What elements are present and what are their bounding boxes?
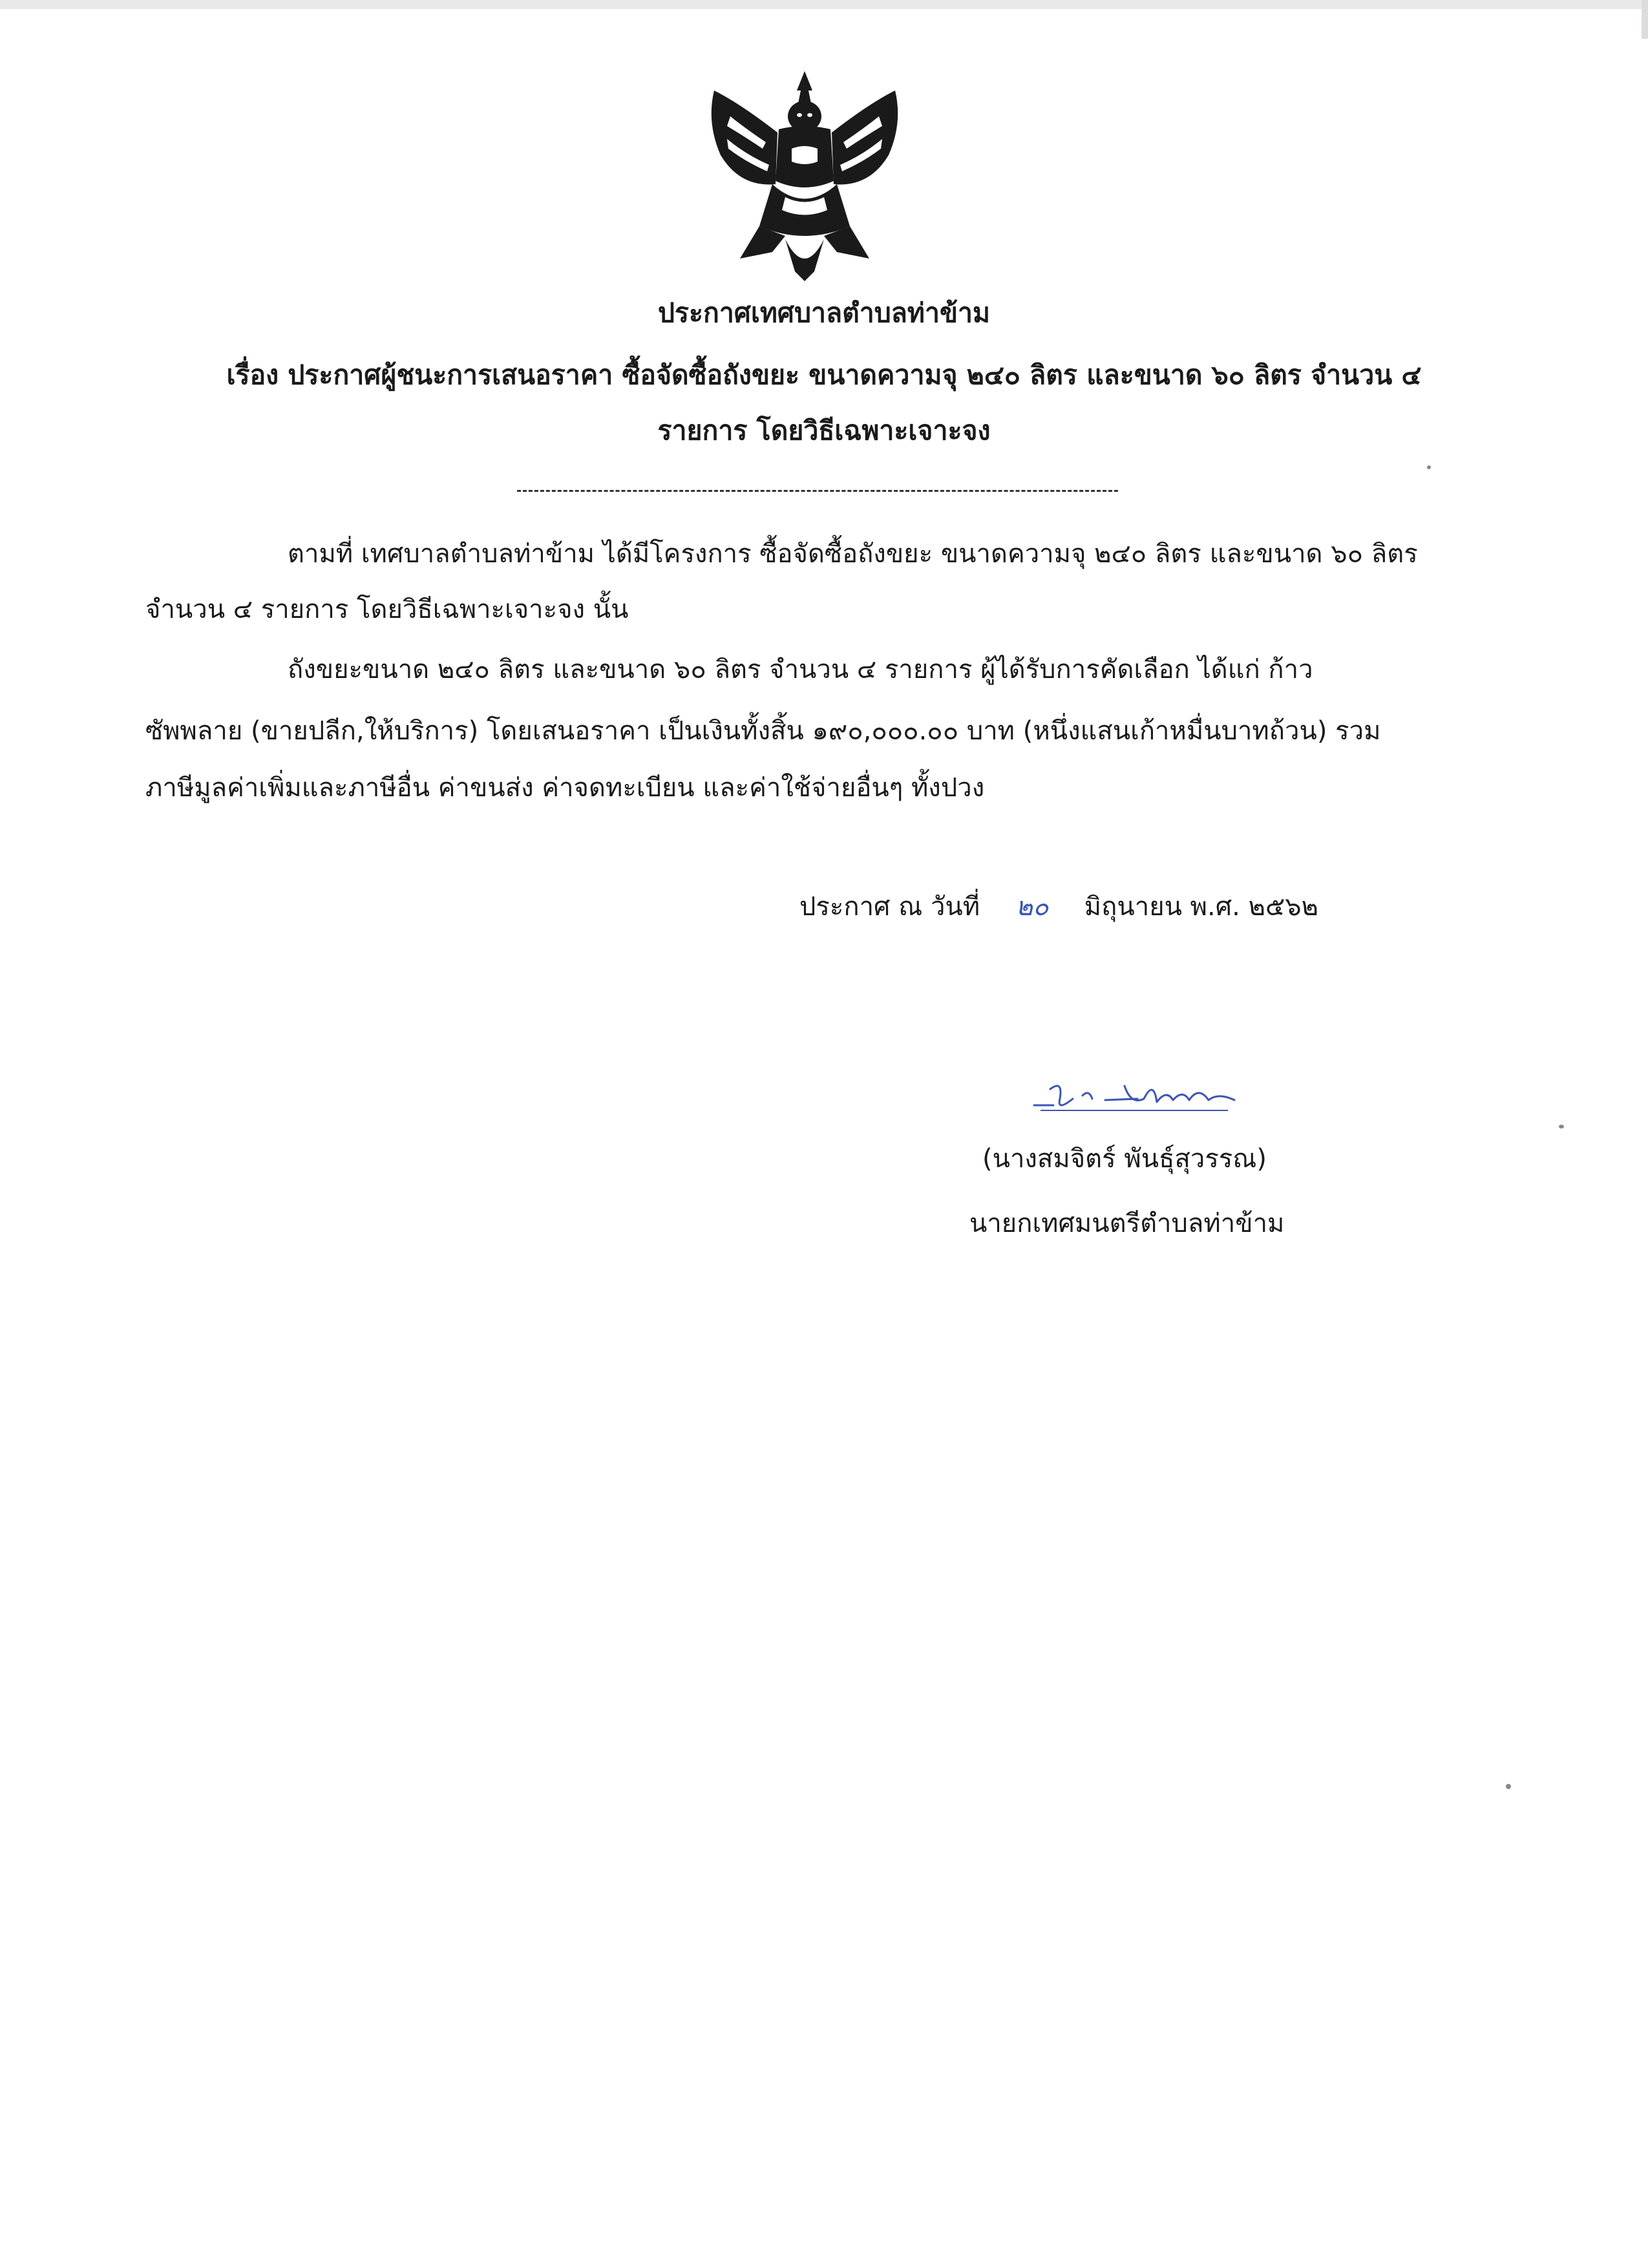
announcement-date — [799, 885, 1318, 927]
scan-speck — [1559, 1125, 1564, 1129]
signer-position: นายกเทศมนตรีตำบลท่าข้าม — [969, 1209, 1285, 1238]
paragraph-2-line-3: ภาษีมูลค่าเพิ่มและภาษีอื่น ค่าขนส่ง ค่าจดทะเบียน และค่าใช้จ่ายอื่นๆ ทั้งปวง — [145, 773, 985, 803]
scan-top-edge — [0, 0, 1648, 9]
subject-line-2: รายการ โดยวิธีเฉพาะเจาะจง — [657, 415, 991, 446]
scan-speck — [1506, 1784, 1511, 1789]
paragraph-2-line-1: ถังขยะขนาด ๒๔๐ ลิตร และขนาด ๖๐ ลิตร จำนวน ๔ รายการ ผู้ได้รับการคัดเลือก ได้แก่ ก้าว — [288, 655, 1313, 684]
scan-corner-mark — [1642, 0, 1648, 39]
signer-name: (นางสมจิตร์ พันธุ์สุวรรณ) — [982, 1144, 1267, 1174]
handwritten-signature — [1028, 1060, 1241, 1121]
divider-line — [517, 490, 1118, 492]
date-day: ๒๐ — [1015, 892, 1049, 922]
paragraph-2-line-2: ซัพพลาย (ขายปลีก,ให้บริการ) โดยเสนอราคา เป็นเงินทั้งสิ้น ๑๙๐,๐๐๐.๐๐ บาท (หนึ่งแสนเก้าหมื่นบาทถ้วน) รวม — [145, 716, 1381, 746]
subject-line-1: เรื่อง ประกาศผู้ชนะการเสนอราคา ซื้อจัดซื้อถังขยะ ขนาดความจุ ๒๔๐ ลิตร และขนาด ๖๐ ลิตร จำนวน ๔ — [226, 359, 1422, 390]
paragraph-1-line-2: จำนวน ๔ รายการ โดยวิธีเฉพาะเจาะจง นั้น — [145, 595, 629, 624]
paragraph-1-line-1: ตามที่ เทศบาลตำบลท่าข้าม ได้มีโครงการ ซื้อจัดซื้อถังขยะ ขนาดความจุ ๒๔๐ ลิตร และขนาด ๖๐ ลิตร — [288, 539, 1418, 569]
garuda-emblem-icon — [695, 65, 914, 284]
date-prefix: ประกาศ ณ วันที่ — [799, 892, 980, 922]
scan-speck — [1427, 465, 1431, 469]
date-month-year: มิถุนายน พ.ศ. ๒๕๖๒ — [1084, 892, 1318, 922]
announcement-title: ประกาศเทศบาลตำบลท่าข้าม — [657, 297, 991, 328]
